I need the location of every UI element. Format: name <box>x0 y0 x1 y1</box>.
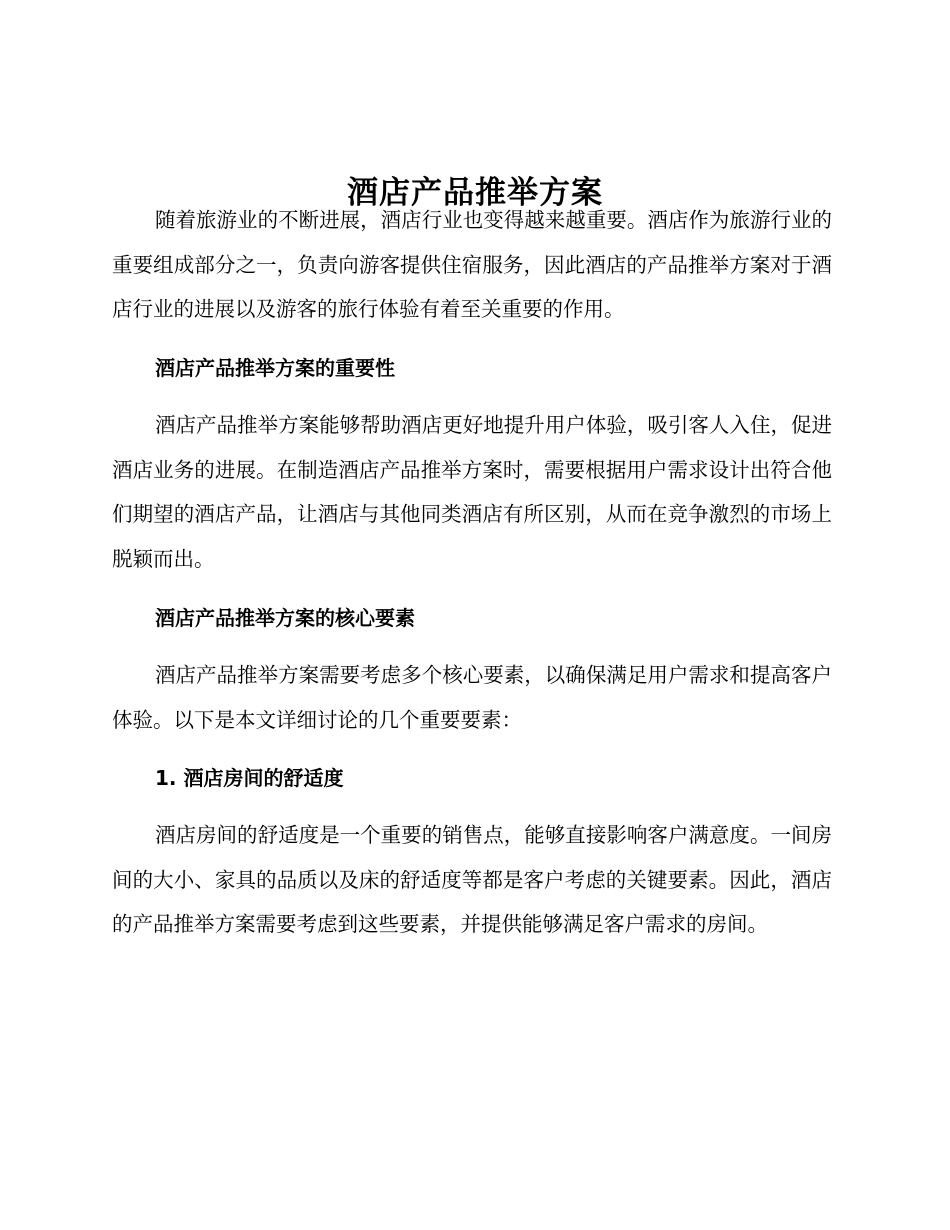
document-title: 酒店产品推举方案 <box>347 174 603 211</box>
core-elements-paragraph: 酒店产品推举方案需要考虑多个核心要素，以确保满足用户需求和提高客户体验。以下是本文详细讨论的几个重要要素： <box>112 663 832 732</box>
importance-paragraph: 酒店产品推举方案能够帮助酒店更好地提升用户体验，吸引客人入住，促进酒店业务的进展。在制造酒店产品推举方案时，需要根据用户需求设计出符合他们期望的酒店产品，让酒店与其他同类酒店有所区别，从而在竞争激烈的市场上脱颖而出。 <box>112 413 832 571</box>
section-heading-importance: 酒店产品推举方案的重要性 <box>155 356 395 380</box>
intro-paragraph: 随着旅游业的不断进展，酒店行业也变得越来越重要。酒店作为旅游行业的重要组成部分之一，负责向游客提供住宿服务，因此酒店的产品推举方案对于酒店行业的进展以及游客的旅行体验有着至关重要的作用。 <box>112 208 832 321</box>
subsection-heading-room-comfort: 1. 酒店房间的舒适度 <box>155 766 344 790</box>
room-comfort-paragraph: 酒店房间的舒适度是一个重要的销售点，能够直接影响客户满意度。一间房间的大小、家具的品质以及床的舒适度等都是客户考虑的关键要素。因此，酒店的产品推举方案需要考虑到这些要素，并提供能够满足客户需求的房间。 <box>112 823 832 936</box>
section-heading-core-elements: 酒店产品推举方案的核心要素 <box>155 606 415 630</box>
